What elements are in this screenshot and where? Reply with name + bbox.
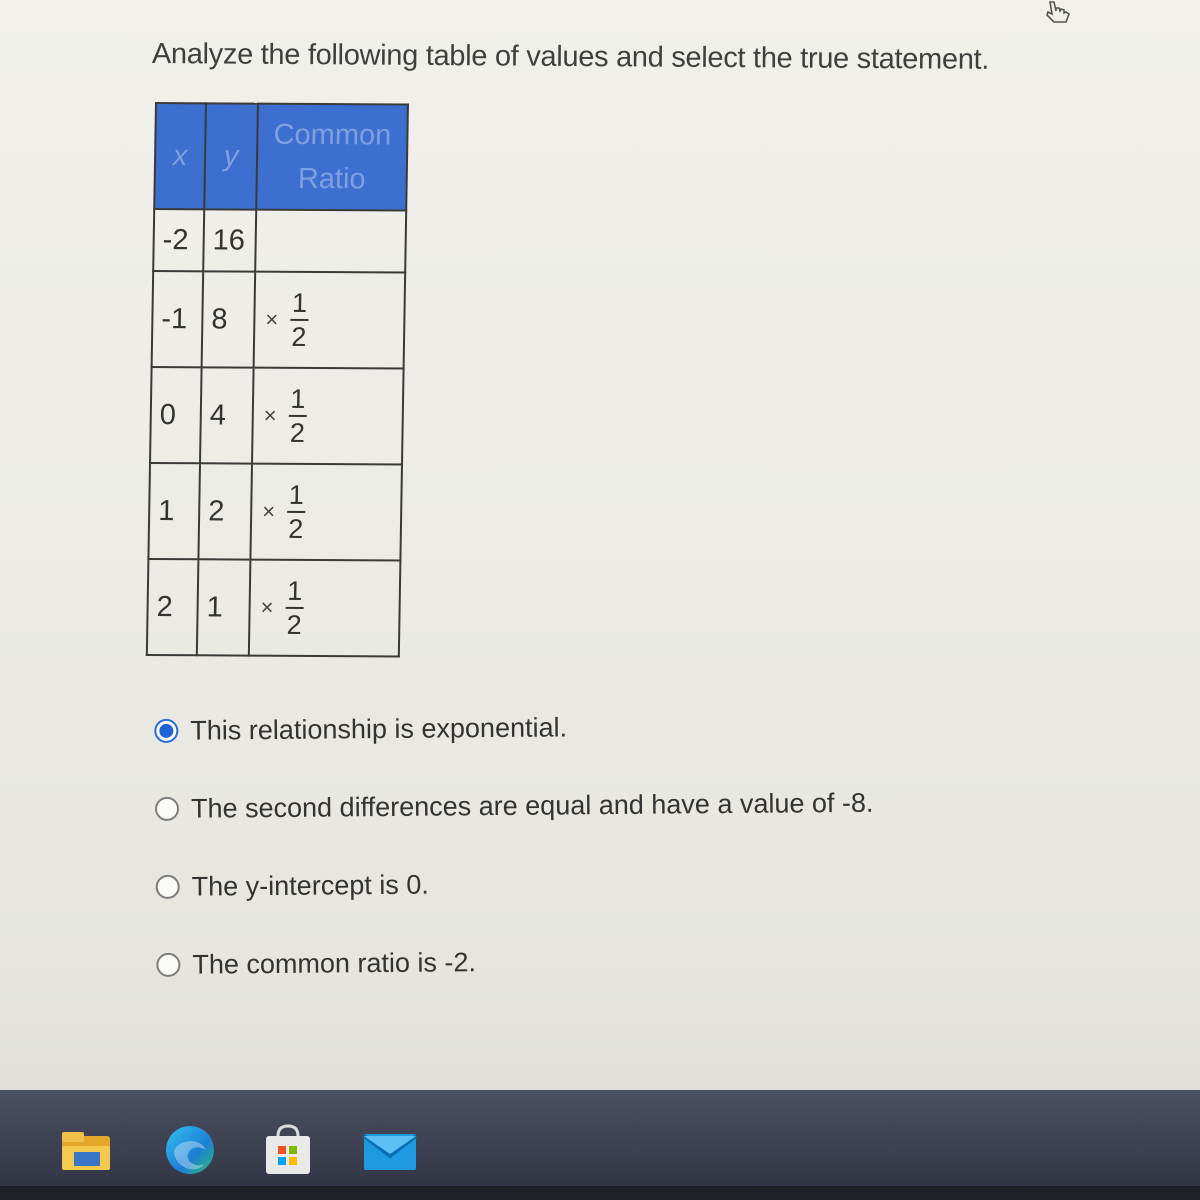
table-row bbox=[147, 559, 401, 657]
answer-option-exponential[interactable] bbox=[154, 686, 873, 770]
monitor-bezel bbox=[0, 1186, 1200, 1200]
fraction bbox=[285, 576, 304, 640]
header-x: x bbox=[154, 103, 206, 209]
fraction-numerator: 1 bbox=[291, 287, 308, 318]
cell-ratio bbox=[254, 272, 406, 369]
header-ratio-line1: Common bbox=[273, 118, 392, 152]
option-label: The common ratio is -2. bbox=[192, 946, 477, 980]
radio-button-selected[interactable] bbox=[154, 719, 178, 743]
cell-x: 2 bbox=[147, 559, 199, 655]
table-row bbox=[152, 271, 406, 369]
radio-button[interactable] bbox=[155, 797, 179, 821]
fraction-bar bbox=[285, 607, 303, 609]
answer-option-y-intercept[interactable] bbox=[155, 842, 874, 926]
cell-y: 1 bbox=[197, 559, 251, 655]
fraction bbox=[288, 384, 307, 448]
answer-option-second-differences[interactable] bbox=[155, 764, 874, 848]
fraction-denominator: 2 bbox=[291, 321, 307, 352]
option-label: This relationship is exponential. bbox=[190, 711, 568, 746]
header-ratio-line2: Ratio bbox=[297, 162, 366, 196]
hand-cursor-icon bbox=[1044, 0, 1074, 26]
cell-y: 2 bbox=[198, 463, 252, 559]
cell-y: 8 bbox=[202, 271, 256, 367]
times-sign: × bbox=[265, 306, 279, 332]
answer-option-common-ratio[interactable] bbox=[156, 920, 875, 1004]
header-common-ratio bbox=[256, 104, 408, 211]
fraction-denominator: 2 bbox=[286, 609, 302, 640]
cell-y: 4 bbox=[200, 367, 254, 463]
header-y: y bbox=[204, 103, 258, 209]
edge-browser-icon[interactable] bbox=[160, 1122, 220, 1178]
mail-icon[interactable] bbox=[360, 1122, 420, 1178]
option-label: The y-intercept is 0. bbox=[191, 869, 429, 902]
fraction-numerator: 1 bbox=[290, 383, 306, 414]
question-text: Analyze the following table of values and select the true statement. bbox=[151, 38, 990, 76]
fraction-denominator: 2 bbox=[288, 513, 304, 544]
fraction-bar bbox=[287, 511, 305, 513]
cell-y: 16 bbox=[203, 209, 256, 271]
cell-ratio-empty bbox=[255, 210, 406, 273]
answer-options bbox=[154, 686, 875, 1004]
fraction-bar bbox=[289, 415, 307, 417]
cell-x: 1 bbox=[148, 463, 200, 559]
file-explorer-icon[interactable] bbox=[58, 1122, 118, 1178]
fraction bbox=[290, 288, 309, 352]
cell-ratio bbox=[252, 368, 404, 465]
fraction-numerator: 1 bbox=[286, 575, 303, 606]
cell-x: -1 bbox=[152, 271, 204, 367]
option-label: The second differences are equal and have a value of -8. bbox=[190, 787, 874, 824]
times-sign: × bbox=[263, 402, 277, 428]
times-sign: × bbox=[262, 498, 276, 524]
table-row bbox=[150, 367, 404, 465]
fraction bbox=[287, 480, 306, 544]
fraction-numerator: 1 bbox=[288, 479, 305, 510]
microsoft-store-icon[interactable] bbox=[258, 1122, 318, 1178]
cell-x: 0 bbox=[150, 367, 202, 463]
table-header-row bbox=[154, 103, 408, 211]
cell-ratio bbox=[250, 464, 402, 561]
table-row bbox=[148, 463, 402, 561]
cell-ratio bbox=[249, 560, 401, 657]
cell-x: -2 bbox=[153, 209, 204, 271]
times-sign: × bbox=[260, 594, 274, 620]
fraction-bar bbox=[290, 319, 308, 321]
radio-button[interactable] bbox=[156, 953, 180, 977]
table-row bbox=[153, 209, 406, 273]
fraction-denominator: 2 bbox=[289, 417, 306, 448]
radio-button[interactable] bbox=[156, 875, 180, 899]
values-table bbox=[146, 102, 409, 658]
